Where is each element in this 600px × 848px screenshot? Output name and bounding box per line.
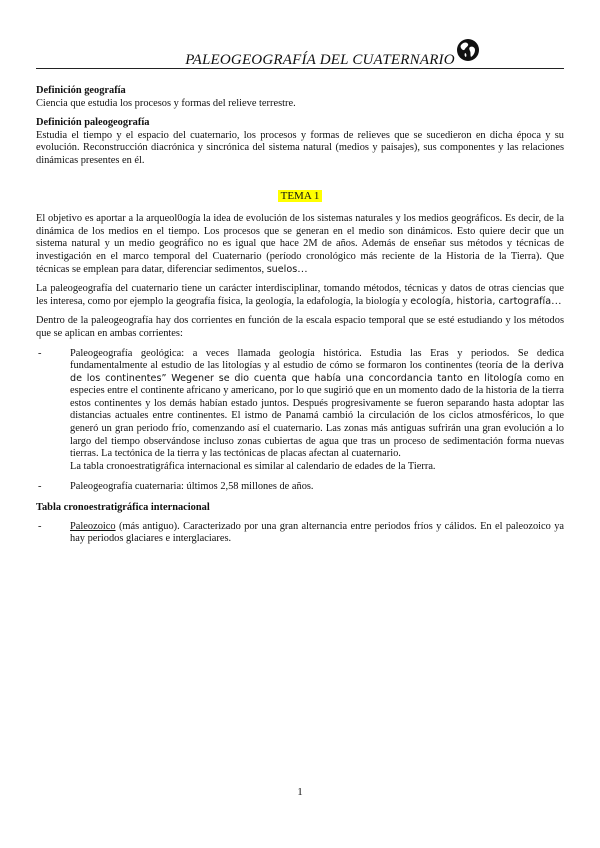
page-header	[36, 36, 564, 69]
tema-label: TEMA 1	[278, 190, 323, 202]
definition-paleogeografia	[36, 117, 564, 167]
paragraph-text-sans: ecología, historia, cartografía	[410, 295, 552, 307]
list-item	[36, 348, 564, 474]
term-paleozoico: Paleozoico	[70, 520, 116, 532]
list-dash: -	[38, 347, 42, 359]
page-number: 1	[297, 786, 303, 798]
tema-heading	[36, 190, 564, 204]
list-item	[36, 481, 564, 494]
list-item	[36, 521, 564, 546]
paragraph-text: El objetivo es aportar a la arqueol0ogía la idea de evolución de los sistemas naturales y los medios geográficos. Es decir, de la dinámica de los medios en el tiempo. Los procesos que se generan en el medio son dinámicos. Esto quiere decir que un sistema natural y un medio geográfico no es igual que hace 2M de años. Además de enseñar sus métodos y técnicas de investigación en el marco temporal del Cuaternario (período cronológico más reciente de la Historia de la Tierra). Que técnicas se emplean para datar, diferenciar sedimentos,	[36, 213, 564, 275]
list-item-text: Paleogeografía geológica: a veces llamada geología histórica. Estudia las Eras y periodos. Se dedica fundamentalmente al estudio de las litologías y al estudio de cómo se formaron los continentes (teoría	[70, 347, 564, 372]
list-dash: -	[38, 520, 42, 532]
paragraph-objetivo	[36, 213, 564, 276]
list-item-text: (más antiguo). Caracterizado por una gran alternancia entre periodos fríos y cálidos. En el paleozoico ya hay periodos glaciares e interglaciares.	[70, 520, 564, 545]
list-item-text: La tabla cronoestratigráfica internacional es similar al calendario de edades de la Tierra.	[70, 460, 436, 472]
section-heading: Definición geografía	[36, 85, 126, 96]
list-dash: -	[38, 481, 42, 493]
paragraph-caracter	[36, 283, 564, 308]
tabla-list	[36, 521, 564, 546]
document-body	[36, 85, 564, 554]
definition-text: Estudia el tiempo y el espacio del cuaternario, los procesos y formas de relieves que se sucedieron en dicha época y su evolución. Reconstrucción diacrónica y sincrónica del sistema natural (medios y paisajes), sus componentes y las relaciones dinámicas presentes en él.	[36, 129, 564, 166]
section-heading: Tabla cronoestratigráfica internacional	[36, 502, 210, 514]
header-title: PALEOGEOGRAFÍA DEL CUATERNARIO	[185, 52, 455, 68]
paragraph-text: La paleogeografía del cuaternario tiene un carácter interdisciplinar, tomando métodos, técnicas y datos de otras ciencias que les interesa, como por ejemplo la geografía física, la geología, la edafología, la biología y	[36, 283, 564, 307]
definition-geografia	[36, 85, 564, 110]
section-heading: Definición paleogeografía	[36, 117, 150, 129]
paragraph-text-sans: suelos	[266, 263, 298, 275]
list-item-text-sans: de la deriva de los continentes” Wegener se dio cuenta que había una concordancia tanto en litología	[70, 360, 564, 384]
corrientes-list	[36, 348, 564, 495]
ellipsis: …	[297, 263, 308, 275]
paragraph-corrientes: Dentro de la paleogeografía hay dos corrientes en función de la escala espacio temporal que se esté estudiando y los métodos que se aplican en ambas corrientes:	[36, 315, 564, 339]
globe-icon	[456, 38, 480, 62]
ellipsis: …	[551, 295, 562, 307]
list-item-text: Paleogeografía cuaternaria: últimos 2,58 millones de años.	[70, 481, 314, 493]
list-item-text: como en especies entre el continente africano y americano, por lo que sugirió que en un momento dado de la historia de la tierra estos continentes y los demás habían estado juntos. Después progresivamente se fueron separando hasta adoptar las distancias actuales entre continentes. El istmo de Panamá cambió la circulación de los ciclos atmosféricos, lo que generó un gran periodo frío, comenzando así el cuaternario. Las zonas más antiguas sufrirán una gran evolución a lo largo del tiempo observándose incluso zonas cubiertas de agua que tras un proceso de sedimentación forma nuevas tierras. La tectónica de la tierra y las tectónicas de placas afectan al cuaternario.	[70, 372, 564, 460]
definition-text: Ciencia que estudia los procesos y formas del relieve terrestre.	[36, 97, 296, 109]
